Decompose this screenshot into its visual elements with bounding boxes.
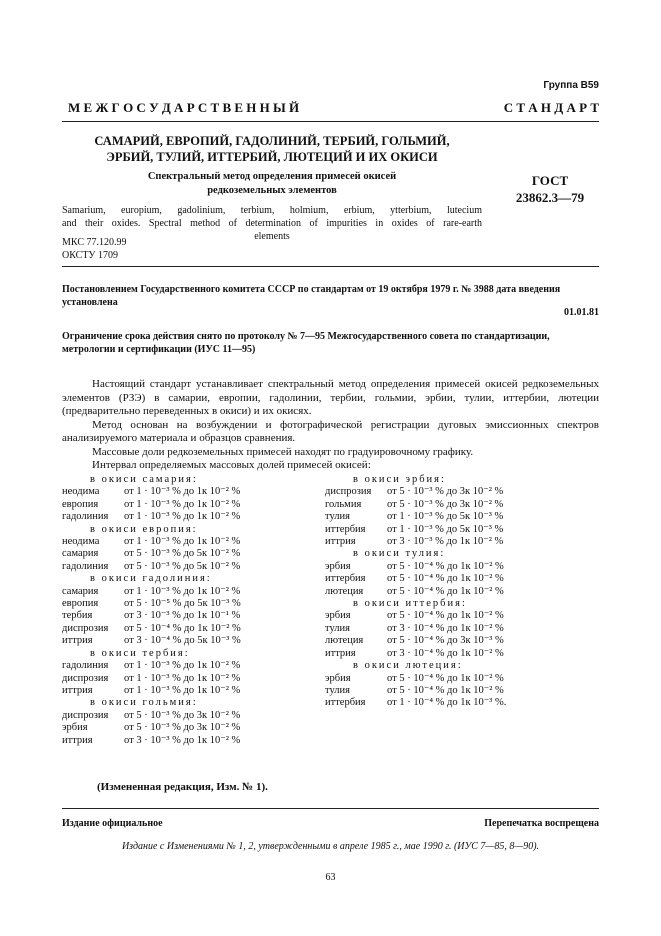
range-row [62, 598, 322, 610]
mass-fraction-range: от 1 · 10⁻³ % до 1к 10⁻² % [124, 511, 241, 523]
banner-rule [62, 121, 599, 122]
range-row [62, 548, 322, 560]
banner-left: М Е Ж Г О С У Д А Р С Т В Е Н Н Ы Й [68, 100, 300, 115]
impurity-element: эрбия [325, 560, 351, 572]
range-group-heading: в окиси европия: [90, 523, 198, 535]
document-title [62, 133, 482, 165]
impurity-element: европия [62, 598, 99, 610]
mass-fraction-range: от 5 · 10⁻⁵ % до 5к 10⁻³ % [124, 598, 241, 610]
range-group-heading: в окиси гадолиния: [90, 573, 212, 585]
range-group-heading: в окиси гольмия: [90, 697, 198, 709]
mass-fraction-range: от 1 · 10⁻³ % до 1к 10⁻² % [124, 684, 241, 696]
impurity-element: самария [62, 548, 99, 560]
range-row [62, 673, 322, 685]
range-row [62, 561, 322, 573]
range-group-heading: в окиси лютеция: [353, 660, 463, 672]
range-row [62, 511, 322, 523]
range-row [62, 623, 322, 635]
mass-fraction-range: от 3 · 10⁻⁴ % до 5к 10⁻³ % [124, 635, 241, 647]
impurity-element: иттрия [62, 635, 93, 647]
impurity-element: лютеция [325, 635, 364, 647]
subtitle-line-1: Спектральный метод определения примесей окисей [147, 171, 397, 182]
mass-fraction-range: от 5 · 10⁻³ % до 3к 10⁻² % [124, 709, 241, 721]
range-row [325, 536, 605, 548]
range-row [62, 610, 322, 622]
impurity-element: тулия [325, 511, 350, 523]
mks-code: МКС 77.120.99 [62, 237, 127, 248]
range-row [62, 722, 322, 734]
impurity-element: эрбия [325, 672, 351, 684]
impurity-element: гадолиния [62, 560, 109, 572]
range-row [325, 511, 605, 523]
range-row [325, 623, 605, 635]
mass-fraction-range: от 5 · 10⁻³ % до 3к 10⁻² % [387, 498, 504, 510]
reprint-prohibited: Перепечатка воспрещена [484, 818, 599, 829]
decree-text: Постановлением Государственного комитета СССР по стандартам от 19 октября 1979 г. № 3988 дата введения установлена [62, 284, 561, 308]
edition-note: Издание с Изменениями № 1, 2, утвержденными в апреле 1985 г., мае 1990 г. (ИУС 7—85, 8—90). [121, 841, 540, 852]
gost-label: ГОСТ [531, 173, 569, 188]
impurity-element: гадолиния [62, 660, 109, 672]
range-row [325, 610, 605, 622]
mass-fraction-range: от 3 · 10⁻⁴ % до 1к 10⁻² % [387, 647, 504, 659]
page-number: 63 [325, 872, 336, 883]
impurity-element: иттрия [325, 536, 356, 548]
range-row [325, 635, 605, 647]
mass-fraction-range: от 5 · 10⁻⁴ % до 1к 10⁻² % [387, 573, 504, 585]
mass-fraction-range: от 5 · 10⁻³ % до 3к 10⁻² % [124, 722, 241, 734]
english-line-2: and their oxides. Spectral method of determination of impurities in oxides of rare-earth [62, 218, 482, 229]
range-row [325, 524, 605, 536]
mass-fraction-range: от 5 · 10⁻⁴ % до 1к 10⁻² % [387, 585, 504, 597]
impurity-element: диспрозия [325, 486, 372, 498]
mass-fraction-range: от 5 · 10⁻⁴ % до 1к 10⁻² % [387, 684, 504, 696]
range-row [325, 648, 605, 660]
range-row [62, 536, 322, 548]
impurity-element: диспрозия [62, 709, 109, 721]
mass-fraction-range: от 3 · 10⁻⁴ % до 1к 10⁻² % [387, 622, 504, 634]
standard-group: Группа В59 [543, 80, 599, 91]
mass-fraction-range: от 5 · 10⁻⁴ % до 1к 10⁻² % [124, 622, 241, 634]
body-text [62, 378, 599, 473]
body-paragraph-2: Метод основан на возбуждении и фотографической регистрации дуговых эмиссионных спектров анализируемого материала и образцов сравнения. [62, 418, 599, 444]
gost-number: 23862.3—79 [515, 190, 585, 205]
impurity-element: европия [62, 498, 99, 510]
impurity-element: диспрозия [62, 622, 109, 634]
range-row [325, 685, 605, 697]
range-group-heading: в окиси тербия: [90, 647, 190, 659]
impurity-element: самария [62, 585, 99, 597]
impurity-element: эрбия [62, 722, 88, 734]
mass-fraction-range: от 1 · 10⁻³ % до 1к 10⁻² % [124, 486, 241, 498]
impurity-element: неодима [62, 536, 100, 548]
impurity-element: иттрия [62, 734, 93, 746]
mass-fraction-range: от 1 · 10⁻³ % до 5к 10⁻³ % [387, 523, 504, 535]
range-group-heading: в окиси эрбия: [353, 474, 446, 485]
range-group-heading: в окиси иттербия: [353, 598, 467, 610]
impurity-element: иттербия [325, 573, 366, 585]
english-line-1: Samarium, europium, gadolinium, terbium, holmium, erbium, ytterbium, lutecium [62, 205, 482, 216]
mass-fraction-range: от 3 · 10⁻³ % до 1к 10⁻² % [124, 734, 241, 746]
impurity-element: эрбия [325, 610, 351, 622]
impurity-element: тулия [325, 622, 350, 634]
english-line-3: elements [254, 231, 290, 242]
mass-fraction-range: от 1 · 10⁻³ % до 1к 10⁻² % [124, 536, 241, 548]
impurity-element: гадолиния [62, 511, 109, 523]
revision-note: (Измененная редакция, Изм. № 1). [97, 781, 268, 793]
subtitle-line-2: редкоземельных элементов [207, 185, 337, 196]
impurity-element: иттербия [325, 523, 366, 535]
mass-fraction-range: от 5 · 10⁻⁴ % до 1к 10⁻² % [387, 610, 504, 622]
footer [62, 818, 599, 829]
title-line-1: САМАРИЙ, ЕВРОПИЙ, ГАДОЛИНИЙ, ТЕРБИЙ, ГОЛЬМИЙ, [94, 134, 450, 148]
introduction-date: 01.01.81 [564, 307, 599, 318]
impurity-element: иттрия [62, 684, 93, 696]
ranges-right-column [325, 474, 605, 710]
range-row [325, 673, 605, 685]
range-row [62, 486, 322, 498]
range-row [62, 735, 322, 747]
impurity-element: иттрия [325, 647, 356, 659]
impurity-element: тербия [62, 610, 93, 622]
standard-banner [68, 100, 599, 116]
mass-fraction-range: от 5 · 10⁻³ % до 5к 10⁻² % [124, 548, 241, 560]
range-group-heading: в окиси самария: [90, 474, 198, 485]
body-paragraph-1: Настоящий стандарт устанавливает спектральный метод определения примесей окисей редкоземельных элементов (РЗЭ) в самарии, европии, гадолинии, тербии, гольмии, эрбии, тулии, иттербии, лютеции (предварительно переведенных в окиси) и их окисях. [62, 378, 599, 417]
range-group-heading: в окиси тулия: [353, 548, 446, 560]
mass-fraction-range: от 3 · 10⁻³ % до 1к 10⁻² % [387, 536, 504, 548]
impurity-element: тулия [325, 684, 350, 696]
ranges-left-column [62, 474, 322, 747]
mass-fraction-range: от 5 · 10⁻⁴ % до 1к 10⁻² % [387, 672, 504, 684]
impurity-element: диспрозия [62, 672, 109, 684]
codes-rule [62, 266, 599, 267]
mass-fraction-range: от 1 · 10⁻³ % до 1к 10⁻² % [124, 498, 241, 510]
mass-fraction-range: от 1 · 10⁻³ % до 1к 10⁻² % [124, 672, 241, 684]
range-row [325, 499, 605, 511]
range-row [325, 697, 605, 709]
range-row [325, 586, 605, 598]
range-row [62, 635, 322, 647]
range-row [62, 710, 322, 722]
range-row [62, 685, 322, 697]
impurity-element: лютеция [325, 585, 364, 597]
mass-fraction-range: от 1 · 10⁻³ % до 5к 10⁻³ % [387, 511, 504, 523]
footer-rule [62, 808, 599, 809]
document-subtitle [62, 170, 482, 198]
mass-fraction-range: от 5 · 10⁻⁴ % до 3к 10⁻³ % [387, 635, 504, 647]
impurity-element: гольмия [325, 498, 362, 510]
body-paragraph-3: Массовые доли редкоземельных примесей находят по градуировочному графику. [92, 445, 474, 458]
title-line-2: ЭРБИЙ, ТУЛИЙ, ИТТЕРБИЙ, ЛЮТЕЦИЙ И ИХ ОКИСИ [106, 150, 438, 164]
official-edition: Издание официальное [62, 818, 163, 829]
mass-fraction-range: от 5 · 10⁻³ % до 3к 10⁻² % [387, 486, 504, 498]
range-row [325, 486, 605, 498]
mass-fraction-range: от 1 · 10⁻³ % до 1к 10⁻² % [124, 585, 241, 597]
mass-fraction-range: от 1 · 10⁻³ % до 1к 10⁻² % [124, 660, 241, 672]
okstu-code: ОКСТУ 1709 [62, 250, 119, 261]
mass-fraction-range: от 3 · 10⁻³ % до 1к 10⁻¹ % [124, 610, 241, 622]
mass-fraction-range: от 5 · 10⁻⁴ % до 1к 10⁻² % [387, 560, 504, 572]
restriction-text: Ограничение срока действия снято по протоколу № 7—95 Межгосударственного совета по стандартизации, метрологии и сертификации (ИУС 11—95) [62, 331, 550, 355]
classification-codes [62, 236, 126, 262]
range-row [325, 561, 605, 573]
mass-fraction-range: от 1 · 10⁻⁴ % до 1к 10⁻³ %. [387, 697, 507, 709]
mass-fraction-range: от 5 · 10⁻³ % до 5к 10⁻² % [124, 560, 241, 572]
gost-designation [500, 172, 600, 206]
banner-right: С Т А Н Д А Р Т [503, 100, 599, 115]
impurity-element: иттербия [325, 697, 366, 709]
body-paragraph-4: Интервал определяемых массовых долей примесей окисей: [92, 459, 371, 471]
impurity-element: неодима [62, 486, 100, 498]
range-row [62, 499, 322, 511]
range-row [62, 586, 322, 598]
range-row [325, 573, 605, 585]
range-row [62, 660, 322, 672]
